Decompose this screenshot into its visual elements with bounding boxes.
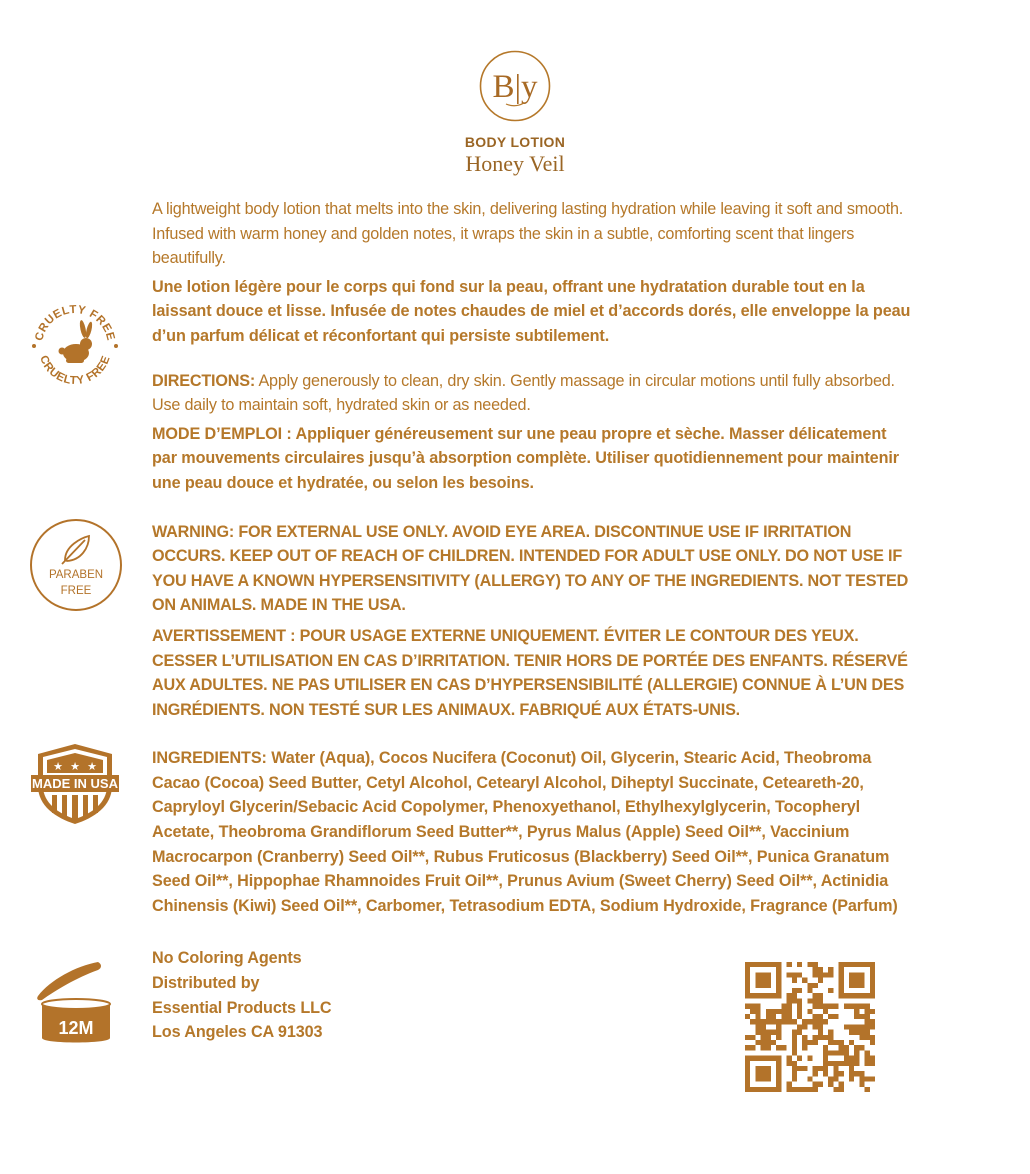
product-name: Honey Veil xyxy=(465,151,565,176)
footer-address: Los Angeles CA 91303 xyxy=(152,1023,323,1042)
warning-en: WARNING: FOR EXTERNAL USE ONLY. AVOID EYE AREA. DISCONTINUE USE IF IRRITATION OCCURS. KEEP OUT OF REACH OF CHILDREN. INTENDED FOR ADULT USE ONLY. DO NOT USE IF YOU HAVE A KNOWN HYPERSENSITIVITY (ALLERGY) TO ANY OF THE INGREDIENTS. NOT TESTED ON ANIMALS. MADE IN THE USA. xyxy=(152,522,909,615)
header xyxy=(0,50,1030,177)
warning-fr: AVERTISSEMENT : POUR USAGE EXTERNE UNIQUEMENT. ÉVITER LE CONTOUR DES YEUX. CESSER L’UTILISATION EN CAS D’IRRITATION. TENIR HORS DE PORTÉE DES ENFANTS. RÉSERVÉ AUX ADULTES. NE PAS UTILISER EN CAS D’HYPERSENSIBILITÉ (ALLERGIE) CONNUE À L’UN DES INGRÉDIENTS. NON TESTÉ SUR LES ANIMAUX. FABRIQUÉ AUX ÉTATS-UNIS. xyxy=(152,626,908,719)
description-en: A lightweight body lotion that melts into the skin, delivering lasting hydration while leaving it soft and smooth. Infused with warm honey and golden notes, it wraps the skin in a subtle, comforting scent that lingers beautifully. xyxy=(152,200,904,268)
brand-logo xyxy=(479,50,551,122)
paraben-line1: PARABEN xyxy=(48,569,104,581)
pao-12m-icon xyxy=(36,960,116,1046)
label-content xyxy=(152,197,912,1045)
cruelty-free-bottom-text: CRUELTY FREE xyxy=(37,353,113,388)
made-in-usa-badge xyxy=(28,742,122,826)
made-in-usa-text: MADE IN USA xyxy=(32,776,118,791)
qr-code[interactable] xyxy=(745,962,875,1092)
logo-text: B|y xyxy=(492,69,538,105)
footer-no-coloring: No Coloring Agents xyxy=(152,949,302,968)
directions-label: DIRECTIONS: xyxy=(152,371,256,390)
cruelty-free-top-text: CRUELTY FREE xyxy=(33,303,117,343)
ingredients: INGREDIENTS: Water (Aqua), Cocos Nucifera (Coconut) Oil, Glycerin, Stearic Acid, Theobroma Cacao (Cocoa) Seed Butter, Cetyl Alcohol, Cetearyl Alcohol, Diheptyl Succinate, Ceteareth-20, Capryloyl Glycerin/Sebacic Acid Copolymer, Phenoxyethanol, Ethylhexylglycerin, Tocopheryl Acetate, Theobroma Grandiflorum Seed Butter**, Pyrus Malus (Apple) Seed Oil**, Vaccinium Macrocarpon (Cranberry) Seed Oil**, Rubus Fruticosus (Blackberry) Seed Oil**, Punica Granatum Seed Oil**, Hippophae Rhamnoides Fruit Oil**, Prunus Avium (Sweet Cherry) Seed Oil**, Actinidia Chinensis (Kiwi) Seed Oil**, Carbomer, Tetrasodium EDTA, Sodium Hydroxide, Fragrance (Parfum) xyxy=(152,749,898,915)
leaf-icon xyxy=(62,536,89,564)
footer-company: Essential Products LLC xyxy=(152,998,332,1017)
description-fr: Une lotion légère pour le corps qui fond sur la peau, offrant une hydratation durable tout en la laissant douce et lisse. Infusée de notes chaudes de miel et d’accords dorés, elle enveloppe la peau d’un parfum délicat et réconfortant qui persiste subtilement. xyxy=(152,277,911,345)
paraben-free-badge xyxy=(29,518,123,612)
svg-text:★: ★ xyxy=(87,760,97,773)
directions-fr: MODE D’EMPLOI : Appliquer généreusement sur une peau propre et sèche. Masser délicatement par mouvements circulaires jusqu’à absorption complète. Utiliser quotidiennement pour maintenir une peau douce et hydratée, ou selon les besoins. xyxy=(152,424,899,492)
product-type: BODY LOTION xyxy=(464,134,566,150)
svg-text:★: ★ xyxy=(53,760,63,773)
star-icon xyxy=(53,760,97,773)
pao-text: 12M xyxy=(58,1018,94,1038)
svg-text:CRUELTY FREE xyxy=(33,304,116,342)
svg-text:★: ★ xyxy=(70,760,80,773)
rabbit-icon xyxy=(59,320,94,363)
directions-en-text: Apply generously to clean, dry skin. Gently massage in circular motions until fully absorbed. Use daily to maintain soft, hydrated skin or as needed. xyxy=(152,371,895,415)
paraben-line2: FREE xyxy=(60,585,92,597)
cruelty-free-badge xyxy=(28,296,122,390)
directions-en xyxy=(152,369,912,418)
footer-distributed-by: Distributed by xyxy=(152,974,260,993)
